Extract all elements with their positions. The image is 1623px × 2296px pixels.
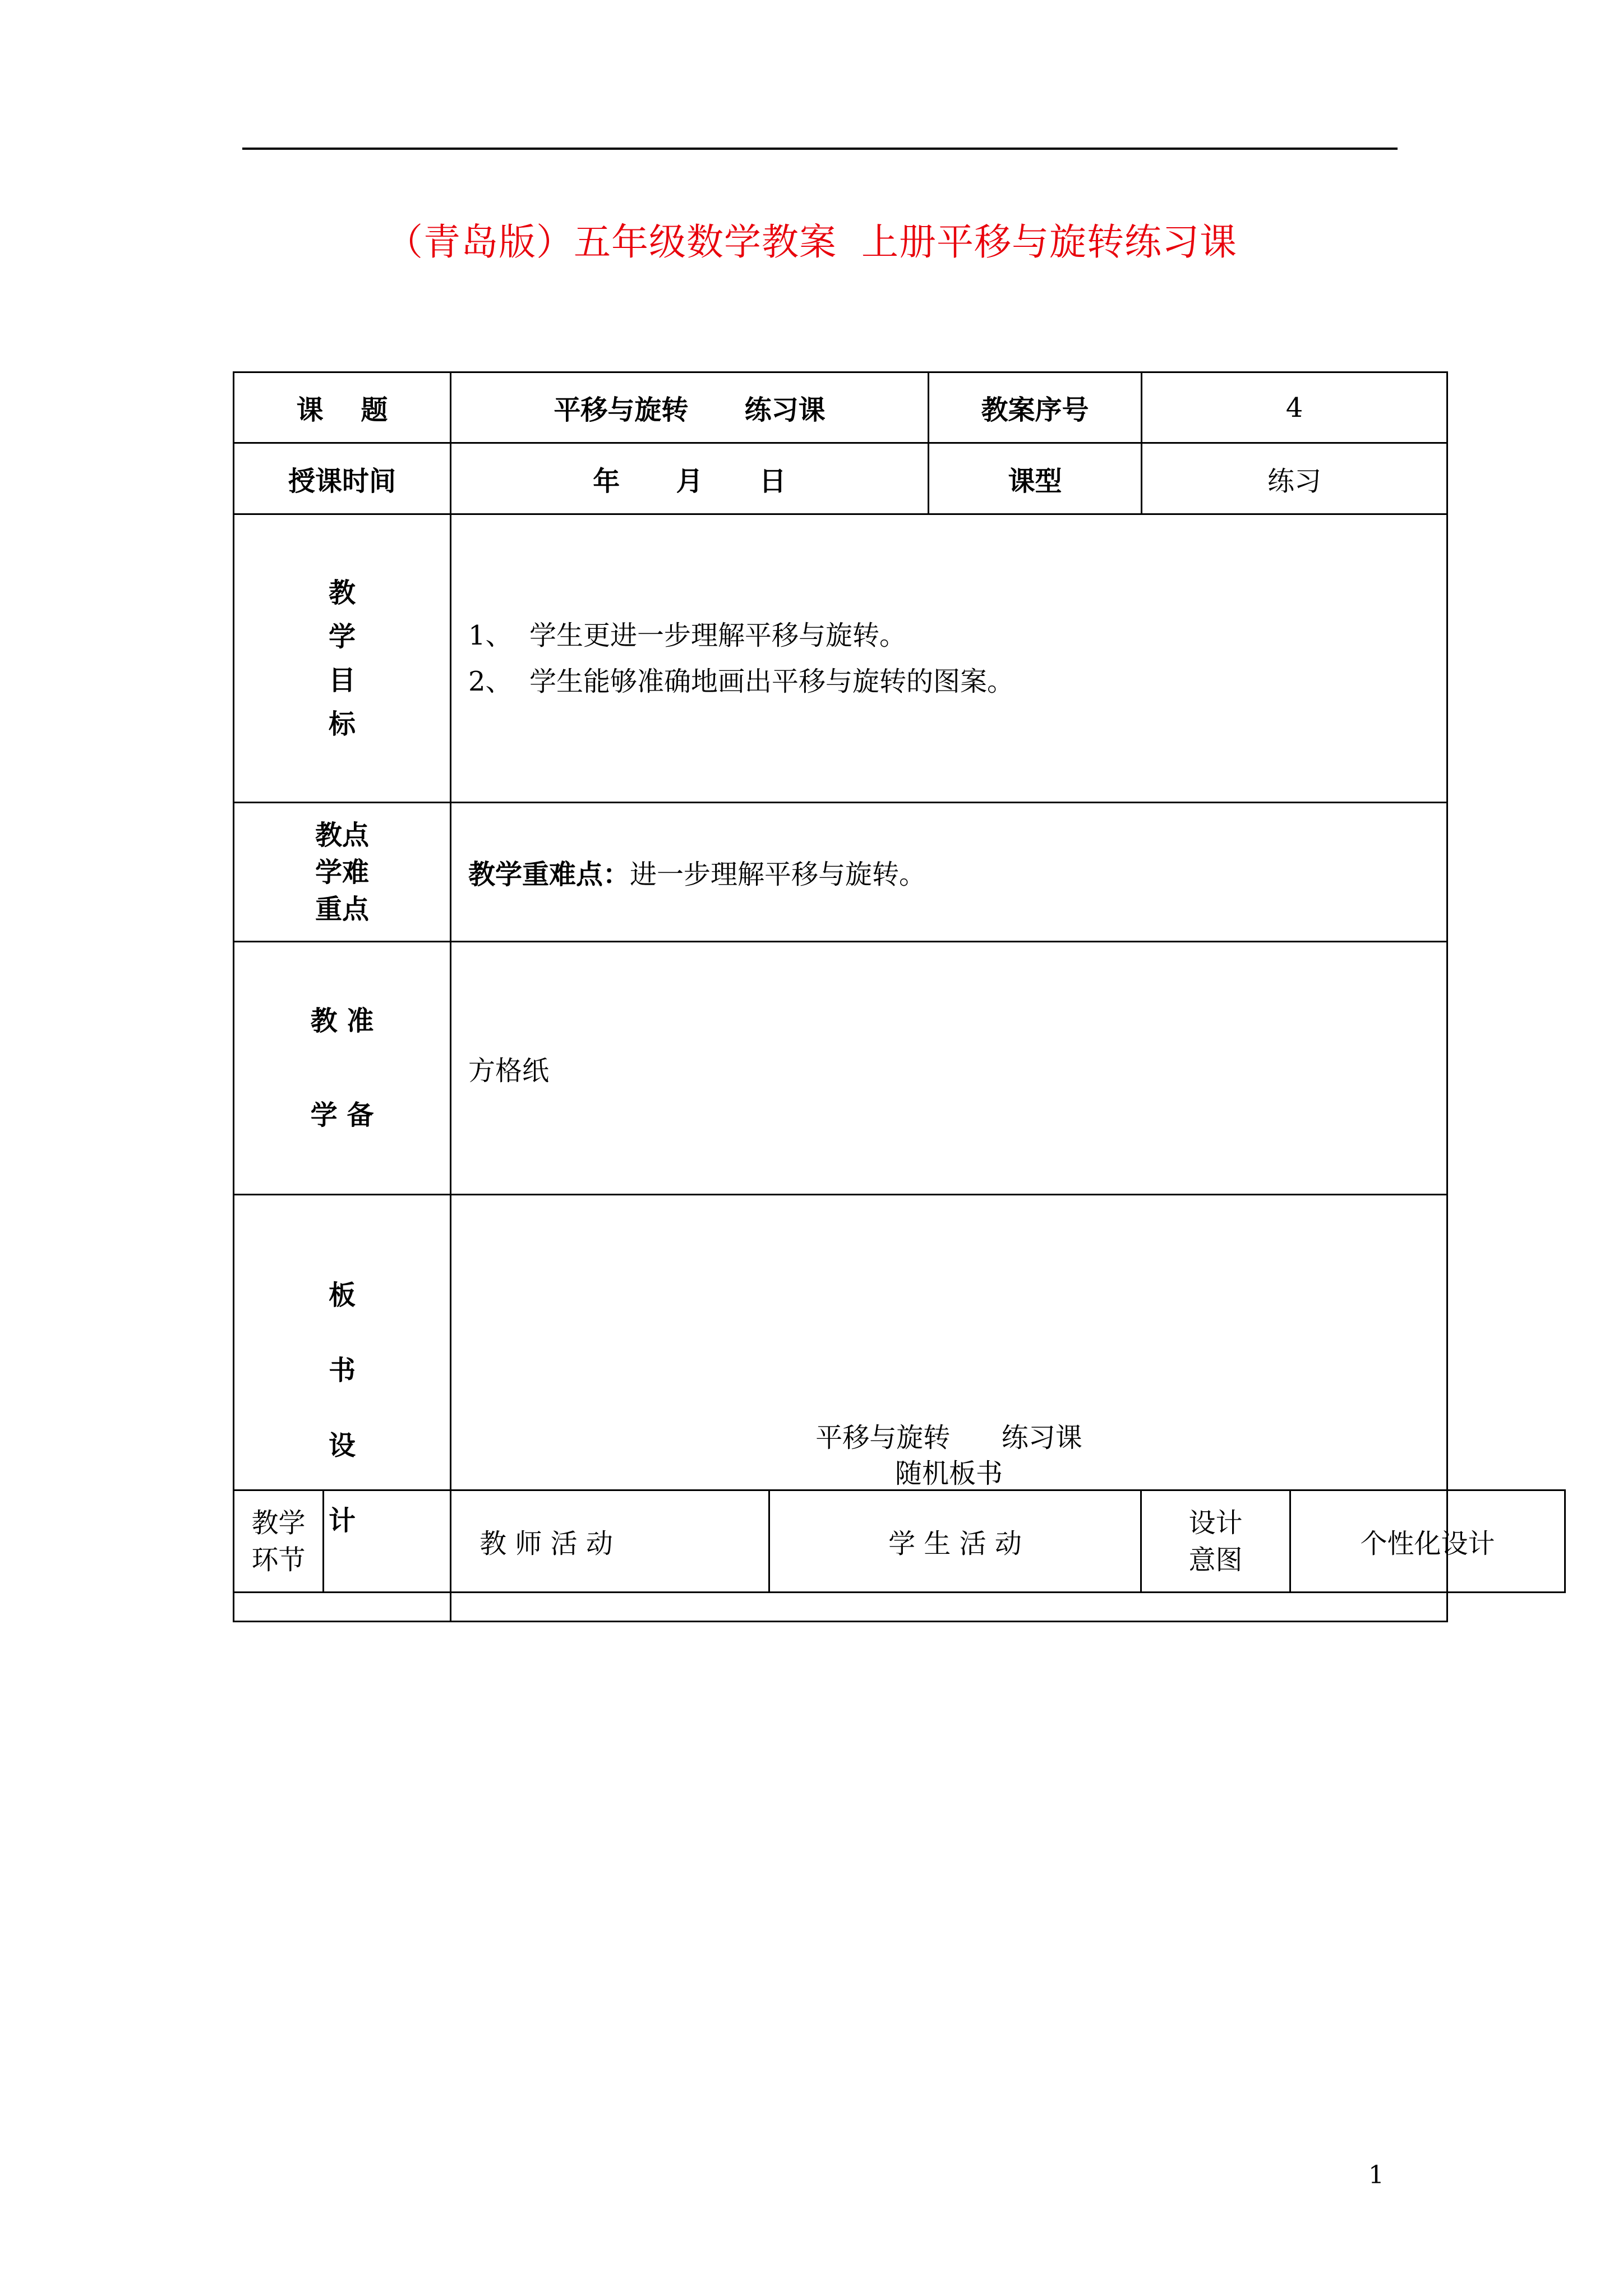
subject-value: 平移与旋转 练习课 (451, 372, 929, 443)
time-label: 授课时间 (234, 443, 451, 514)
goals-label-char: 目 (328, 664, 356, 696)
goals-label-char: 标 (328, 708, 356, 740)
goals-label-char: 教 (328, 577, 356, 609)
lesson-info-table (233, 371, 1448, 1622)
key-points-content (451, 803, 1447, 942)
goals-content (451, 514, 1447, 803)
type-label: 课型 (929, 443, 1142, 514)
type-value: 练习 (1142, 443, 1447, 514)
design-intent-line: 意图 (1188, 1544, 1243, 1576)
stage-header (234, 1490, 324, 1593)
preparation-label-line: 教 准 (310, 1005, 374, 1037)
design-intent-line: 设计 (1188, 1507, 1243, 1539)
goals-row (234, 514, 1447, 803)
key-points-row (234, 803, 1447, 942)
key-points-label-line: 重点 (315, 893, 369, 925)
goals-label (234, 514, 451, 803)
preparation-label-line: 学 备 (310, 1099, 374, 1131)
board-label-char: 计 (328, 1505, 356, 1536)
student-activity-header: 学 生 活 动 (769, 1490, 1141, 1593)
subject-row (234, 372, 1447, 443)
time-value: 年 月 日 (451, 443, 929, 514)
serial-value: 4 (1142, 372, 1447, 443)
activity-header-row (234, 1490, 1565, 1593)
document-title: （青岛版）五年级数学教案 上册平移与旋转练习课 (386, 220, 1237, 264)
page-number: 1 (1368, 2161, 1384, 2189)
stage-header-line: 环节 (251, 1544, 306, 1576)
teacher-activity-header: 教 师 活 动 (324, 1490, 769, 1593)
preparation-row (234, 942, 1447, 1195)
goal-item: 2、 学生能够准确地画出平移与旋转的图案。 (468, 665, 1015, 697)
header-rule (242, 148, 1398, 150)
time-row (234, 443, 1447, 514)
goals-label-char: 学 (328, 620, 356, 652)
preparation-label (234, 942, 451, 1195)
key-points-label-line: 教点 (315, 819, 369, 851)
subject-label: 课 题 (234, 372, 451, 443)
board-line: 随机板书 (895, 1458, 1003, 1489)
goal-item: 1、 学生更进一步理解平移与旋转。 (468, 619, 907, 651)
key-points-prefix: 教学重难点： (468, 859, 630, 890)
stage-header-line: 教学 (251, 1507, 306, 1539)
key-points-label-line: 学难 (315, 856, 369, 888)
key-points-label (234, 803, 451, 942)
activity-header-table (233, 1489, 1566, 1593)
board-line: 平移与旋转 练习课 (815, 1422, 1082, 1453)
key-points-text: 进一步理解平移与旋转。 (630, 859, 926, 890)
preparation-content: 方格纸 (451, 942, 1447, 1195)
design-intent-header (1141, 1490, 1290, 1593)
personalized-design-header: 个性化设计 (1290, 1490, 1565, 1593)
board-label-char: 设 (328, 1430, 356, 1461)
board-label-char: 板 (328, 1280, 356, 1311)
board-label-char: 书 (328, 1355, 356, 1386)
serial-label: 教案序号 (929, 372, 1142, 443)
